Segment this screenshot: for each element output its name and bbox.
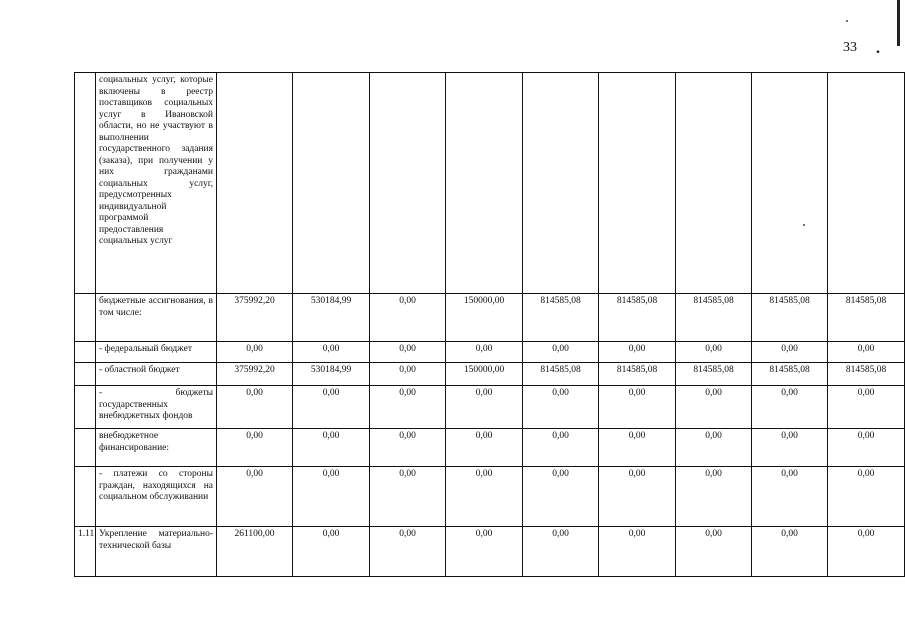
amount-cell: 150000,00: [446, 363, 523, 386]
amount-cell: 814585,08: [828, 294, 905, 342]
row-index-cell: [75, 429, 96, 467]
row-index-cell: [75, 386, 96, 429]
amount-cell: 0,00: [293, 467, 370, 527]
amount-cell: 0,00: [752, 386, 828, 429]
amount-cell: 375992,20: [217, 363, 293, 386]
amount-cell: 0,00: [752, 342, 828, 363]
amount-cell: [828, 73, 905, 294]
amount-cell: [370, 73, 446, 294]
amount-cell: 814585,08: [752, 294, 828, 342]
table-row: [75, 386, 905, 429]
amount-cell: 0,00: [599, 467, 676, 527]
table-row: [75, 363, 905, 386]
amount-cell: 814585,08: [676, 294, 752, 342]
amount-cell: 0,00: [370, 363, 446, 386]
budget-table: [74, 72, 905, 577]
amount-cell: 0,00: [828, 342, 905, 363]
row-label-cell: - платежи со стороны граждан, находящихся на социальном обслуживании: [96, 467, 217, 527]
amount-cell: 0,00: [446, 467, 523, 527]
amount-cell: 0,00: [293, 527, 370, 577]
amount-cell: 0,00: [676, 386, 752, 429]
page-number-dot: .: [876, 40, 880, 57]
amount-cell: 0,00: [523, 342, 599, 363]
amount-cell: 0,00: [370, 294, 446, 342]
amount-cell: 0,00: [217, 342, 293, 363]
table-row: [75, 467, 905, 527]
row-label-cell: - бюджеты государственных внебюджетных фондов: [96, 386, 217, 429]
amount-cell: 0,00: [599, 429, 676, 467]
row-label-cell: Укрепление материально-технической базы: [96, 527, 217, 577]
amount-cell: 530184,99: [293, 363, 370, 386]
table-row: [75, 342, 905, 363]
amount-cell: 0,00: [217, 386, 293, 429]
table-row: [75, 429, 905, 467]
amount-cell: [676, 73, 752, 294]
table-row: [75, 294, 905, 342]
row-label-cell: - областной бюджет: [96, 363, 217, 386]
amount-cell: 0,00: [370, 386, 446, 429]
table-row: [75, 73, 905, 294]
amount-cell: 0,00: [676, 429, 752, 467]
amount-cell: 0,00: [217, 467, 293, 527]
amount-cell: 0,00: [293, 342, 370, 363]
amount-cell: 814585,08: [599, 294, 676, 342]
amount-cell: 0,00: [752, 467, 828, 527]
table-row: [75, 527, 905, 577]
row-index-cell: [75, 342, 96, 363]
amount-cell: [446, 73, 523, 294]
amount-cell: 0,00: [446, 527, 523, 577]
row-index-cell: [75, 294, 96, 342]
amount-cell: 0,00: [370, 342, 446, 363]
amount-cell: 0,00: [828, 527, 905, 577]
amount-cell: 0,00: [676, 527, 752, 577]
amount-cell: 0,00: [446, 429, 523, 467]
amount-cell: 0,00: [523, 386, 599, 429]
amount-cell: 0,00: [293, 386, 370, 429]
amount-cell: 0,00: [446, 386, 523, 429]
amount-cell: 261100,00: [217, 527, 293, 577]
amount-cell: 0,00: [523, 527, 599, 577]
amount-cell: 814585,08: [523, 294, 599, 342]
amount-cell: 814585,08: [523, 363, 599, 386]
amount-cell: [523, 73, 599, 294]
amount-cell: 530184,99: [293, 294, 370, 342]
row-index-cell: [75, 363, 96, 386]
amount-cell: 0,00: [523, 429, 599, 467]
amount-cell: 814585,08: [828, 363, 905, 386]
amount-cell: 0,00: [370, 429, 446, 467]
amount-cell: 814585,08: [599, 363, 676, 386]
amount-cell: 0,00: [599, 342, 676, 363]
amount-cell: 0,00: [293, 429, 370, 467]
amount-cell: 814585,08: [752, 363, 828, 386]
amount-cell: 0,00: [828, 467, 905, 527]
page-number: 33: [843, 40, 857, 55]
budget-table-body: [75, 73, 905, 577]
amount-cell: 150000,00: [446, 294, 523, 342]
amount-cell: 0,00: [523, 467, 599, 527]
amount-cell: 0,00: [446, 342, 523, 363]
amount-cell: 0,00: [828, 429, 905, 467]
amount-cell: 0,00: [752, 527, 828, 577]
row-label-cell: социальных услуг, которые включены в реестр поставщиков социальных услуг в Ивановской области, но не участвуют в выполнении государственного задания (заказа), при получении у них гражданами социальных услуг, предусмотренных индивидуальной программой предоставления социальных услуг: [96, 73, 217, 294]
row-index-cell: 1.11: [75, 527, 96, 577]
row-label-cell: - федеральный бюджет: [96, 342, 217, 363]
amount-cell: [752, 73, 828, 294]
row-label-cell: бюджетные ассигнования, в том числе:: [96, 294, 217, 342]
amount-cell: 375992,20: [217, 294, 293, 342]
amount-cell: 0,00: [828, 386, 905, 429]
row-label-cell: внебюджетное финансирование:: [96, 429, 217, 467]
amount-cell: 0,00: [370, 527, 446, 577]
row-index-cell: [75, 467, 96, 527]
amount-cell: 0,00: [752, 429, 828, 467]
amount-cell: 814585,08: [676, 363, 752, 386]
scan-speck: [846, 20, 848, 22]
amount-cell: [217, 73, 293, 294]
row-index-cell: [75, 73, 96, 294]
amount-cell: 0,00: [599, 386, 676, 429]
amount-cell: 0,00: [676, 467, 752, 527]
scan-edge-mark: [897, 0, 900, 46]
amount-cell: 0,00: [599, 527, 676, 577]
amount-cell: [599, 73, 676, 294]
amount-cell: 0,00: [217, 429, 293, 467]
amount-cell: 0,00: [370, 467, 446, 527]
amount-cell: [293, 73, 370, 294]
amount-cell: 0,00: [676, 342, 752, 363]
